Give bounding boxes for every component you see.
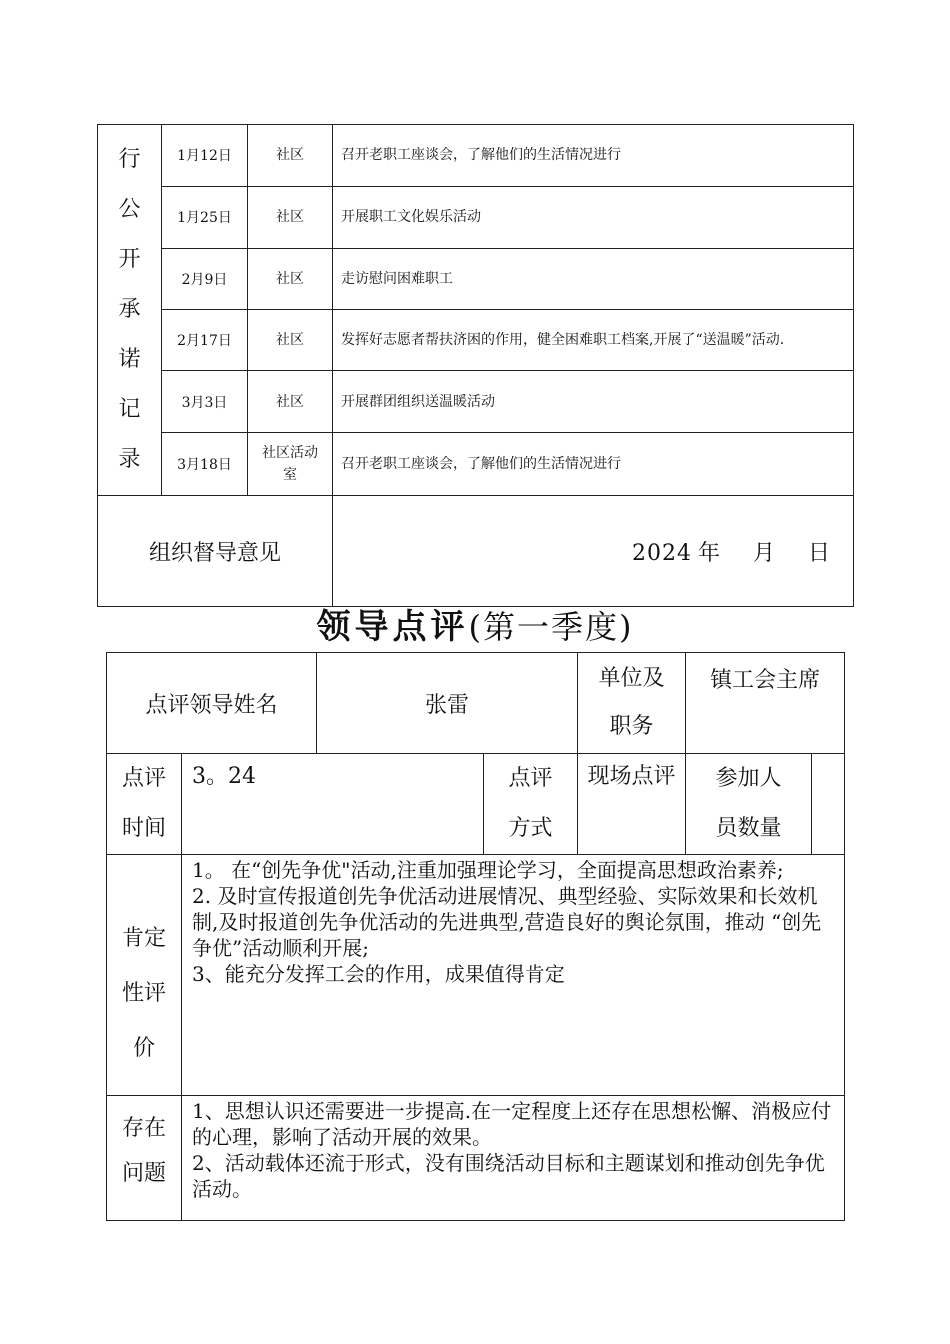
record-date: 3月3日 — [162, 371, 248, 433]
record-content: 走访慰问困难职工 — [333, 248, 854, 310]
positive-evaluation-content — [182, 855, 845, 1096]
review-title — [0, 604, 950, 650]
leader-review-table — [106, 652, 845, 1221]
record-date: 2月9日 — [162, 248, 248, 310]
leader-name-label: 点评领导姓名 — [107, 653, 317, 754]
record-content: 发挥好志愿者帮扶济困的作用，健全困难职工档案,开展了“送温暖”活动. — [333, 310, 854, 371]
record-side-label: 行 公 开 承 诺 记 录 — [98, 125, 162, 496]
record-content: 召开老职工座谈会，了解他们的生活情况进行 — [333, 433, 854, 496]
record-content: 开展职工文化娱乐活动 — [333, 186, 854, 248]
review-title-sub: (第一季度) — [468, 608, 634, 646]
record-content: 开展群团组织送温暖活动 — [333, 371, 854, 433]
unit-position-label: 单位及 职务 — [578, 653, 686, 754]
record-date: 2月17日 — [162, 310, 248, 371]
positive-item: 2. 及时宣传报道创先争优活动进展情况、典型经验、实际效果和长效机制,及时报道创先争优活动的先进典型,营造良好的舆论氛围，推动 “创先争优”活动顺利开展; — [192, 884, 822, 960]
supervision-opinion-date: 2024 年 月 日 — [333, 496, 854, 607]
review-title-main: 领导点评 — [316, 607, 469, 647]
record-place: 社区活动室 — [248, 433, 333, 496]
problems-label: 存在 问题 — [107, 1096, 182, 1221]
participants-value — [812, 754, 845, 855]
record-place: 社区 — [248, 371, 333, 433]
problem-item: 2、活动载体还流于形式，没有围绕活动目标和主题谋划和推动创先争优活动。 — [192, 1151, 825, 1201]
unit-position-value: 镇工会主席 — [686, 653, 845, 754]
review-method-label: 点评 方式 — [484, 754, 578, 855]
review-time-value: 3。24 — [182, 754, 484, 855]
problem-item: 1、思想认识还需要进一步提高.在一定程度上还存在思想松懈、消极应付的心理，影响了活动开展的效果。 — [192, 1099, 832, 1149]
record-place: 社区 — [248, 310, 333, 371]
participants-label: 参加人 员数量 — [686, 754, 812, 855]
positive-evaluation-label: 肯定 性评 价 — [107, 855, 182, 1096]
record-place: 社区 — [248, 248, 333, 310]
problems-content — [182, 1096, 845, 1221]
leader-name-value: 张雷 — [317, 653, 578, 754]
record-place: 社区 — [248, 125, 333, 187]
record-place: 社区 — [248, 186, 333, 248]
record-date: 1月12日 — [162, 125, 248, 187]
record-content: 召开老职工座谈会，了解他们的生活情况进行 — [333, 125, 854, 187]
review-method-value: 现场点评 — [578, 754, 686, 855]
opinion-year: 2024 — [631, 540, 692, 566]
positive-item: 1。 在“创先争优"活动,注重加强理论学习，全面提高思想政治素养; — [192, 858, 784, 882]
supervision-opinion-label: 组织督导意见 — [98, 496, 333, 607]
review-time-label: 点评 时间 — [107, 754, 182, 855]
record-date: 1月25日 — [162, 186, 248, 248]
public-commitment-record-table — [97, 124, 854, 607]
record-date: 3月18日 — [162, 433, 248, 496]
positive-item: 3、能充分发挥工会的作用，成果值得肯定 — [192, 962, 565, 986]
